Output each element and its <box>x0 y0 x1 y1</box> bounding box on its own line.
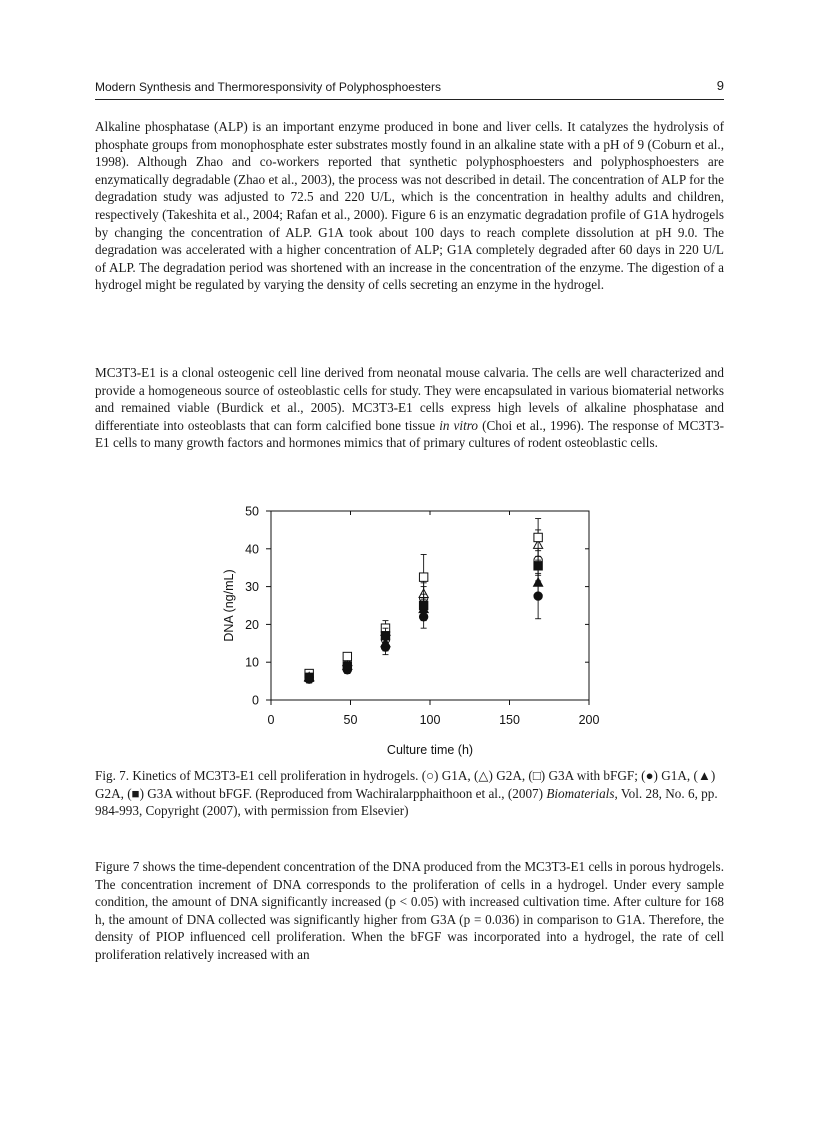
x-tick-label-200: 200 <box>578 713 600 727</box>
point-s5-p4 <box>534 562 542 570</box>
page-number: 9 <box>716 78 724 93</box>
point-s5-p1 <box>343 662 351 670</box>
plot-layer <box>222 505 599 758</box>
x-tick-label-150: 150 <box>499 713 520 727</box>
y-tick-label-30: 30 <box>245 580 259 595</box>
point-s2-p3 <box>419 573 427 581</box>
running-header-title: Modern Synthesis and Thermoresponsivity of Polyphosphoesters <box>95 80 441 94</box>
point-s5-p0 <box>305 673 313 681</box>
point-s2-p4 <box>534 533 542 541</box>
paragraph-mc3t3 <box>95 364 724 452</box>
x-tick-label-0: 0 <box>267 713 275 727</box>
caption-text-a: Fig. 7. Kinetics of MC3T3-E1 cell proliferation in hydrogels. (○) G1A, (△) G2A, (□) G3A with bFGF; (●) G1A, (▲) G2A, (■) G3A without bFGF. (Reproduced from Wachiralarpphaithoon et al., (2007) <box>95 768 716 801</box>
point-s5-p2 <box>381 632 389 640</box>
y-tick-label-40: 40 <box>245 542 259 557</box>
x-tick-label-100: 100 <box>419 713 441 727</box>
point-s5-p3 <box>419 601 427 609</box>
caption-text-b: , Vol. 28, No. 6, pp. 984-993, Copyright (2007), with permission from Elsevier) <box>95 785 718 819</box>
y-axis-label: DNA (ng/mL) <box>222 569 236 642</box>
x-axis-label: Culture time (h) <box>386 743 474 757</box>
figure-7-chart <box>200 498 620 760</box>
y-tick-label-50: 50 <box>245 504 259 519</box>
y-tick-label-20: 20 <box>245 617 259 632</box>
paragraph-figure-7: Figure 7 shows the time-dependent concentration of the DNA produced from the MC3T3-E1 cells in porous hydrogels. The concentration increment of DNA corresponds to the proliferation of cells in a hydrogel. Under every sample condition, the amount of DNA significantly increased (p < 0.05) with increased cultivation time. After culture for 168 h, the amount of DNA collected was significantly higher from G3A (p = 0.036) in comparison to G1A. Therefore, the density of PIOP influenced cell proliferation. When the bFGF was incorporated into a hydrogel, the rate of cell proliferation relatively increased with an <box>95 859 724 962</box>
paragraph-mc3t3-italic: in vitro <box>439 417 478 433</box>
paragraph-alp: Alkaline phosphatase (ALP) is an important enzyme produced in bone and liver cells. It catalyzes the hydrolysis of phosphate groups from monophosphate ester substrates mostly found in an alkaline state with a pH of 9 (Coburn et al., 1998). Although Zhao and co-workers reported that synthetic polyphosphoesters and polyphosphoesters are enzymatically degradable (Zhao et al., 2003), the process was not described in detail. The concentration of ALP for the degradation study was adjusted to 72.5 and 220 U/L, which is the concentration in healthy adults and children, respectively (Takeshita et al., 2004; Rafan et al., 2000). Figure 6 is an enzymatic degradation profile of G1A hydrogels by changing the concentration of ALP. G1A took about 100 days to reach complete dissolution at pH 9.0. The degradation was accelerated with a higher concentration of ALP; G1A completely degraded after 60 days in 220 U/L of ALP. The degradation period was shortened with an increase in the concentration of the enzyme. The digestion of a hydrogel might be regulated by varying the density of cells secreting an enzyme in the hydrogel. <box>95 119 724 293</box>
paragraph-mc3t3-text-a: MC3T3-E1 is a clonal osteogenic cell line derived from neonatal mouse calvaria. The cells are well characterized and provide a homogeneous source of osteoblastic cells for study. They were encapsulated in various biomaterial networks and remained viable (Burdick et al., 2005). MC3T3-E1 cells express high levels of alkaline phosphatase and differentiate into osteoblasts that can form calcified bone tissue <box>95 365 724 433</box>
running-header <box>95 79 724 100</box>
y-tick-label-10: 10 <box>245 655 259 670</box>
y-tick-label-0: 0 <box>252 693 259 708</box>
point-s2-p1 <box>343 652 351 660</box>
caption-journal: Biomaterials <box>546 785 615 801</box>
x-tick-label-50: 50 <box>343 713 358 727</box>
figure-7-caption <box>95 767 724 820</box>
paragraph-mc3t3-text-b: (Choi et al., 1996). The response of MC3T3-E1 cells to many growth factors and hormones mimics that of primary cultures of rodent osteoblastic cells. <box>95 417 725 451</box>
